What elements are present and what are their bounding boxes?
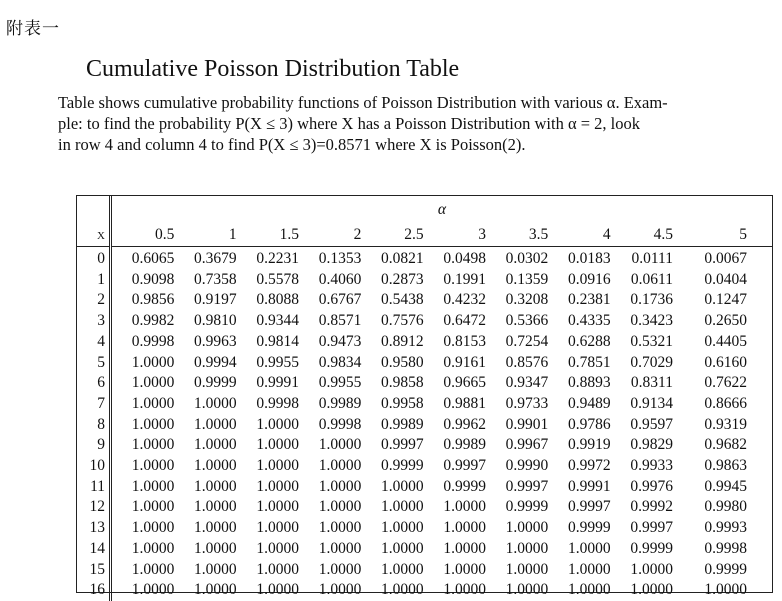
table-cell: 1.0000 xyxy=(318,477,362,495)
row-x-value: 11 xyxy=(90,477,105,495)
table-cell: 1.0000 xyxy=(131,498,175,516)
appendix-label: 附表一 xyxy=(6,19,60,39)
table-cell: 1.0000 xyxy=(568,560,611,578)
table-cell: 0.3679 xyxy=(194,250,237,267)
column-header: 2 xyxy=(299,224,361,247)
table-cell: 1.0000 xyxy=(194,415,237,433)
table-cell: 1.0000 xyxy=(131,353,175,371)
table-row xyxy=(77,394,772,415)
table-cell: 0.8153 xyxy=(443,332,486,350)
table-cell: 0.9999 xyxy=(704,560,747,578)
table-cell: 0.5578 xyxy=(256,270,299,288)
table-cell: 0.5438 xyxy=(381,291,424,309)
table-cell: 0.9997 xyxy=(568,498,611,516)
table-cell: 0.9998 xyxy=(256,394,299,412)
table-cell: 1.0000 xyxy=(630,581,673,599)
table-cell: 0.9786 xyxy=(568,415,611,433)
table-cell: 1.0000 xyxy=(318,457,362,475)
x-header: x xyxy=(77,224,111,247)
column-header: 5 xyxy=(673,224,772,247)
table-cell: 1.0000 xyxy=(704,581,747,599)
table-cell: 0.2873 xyxy=(381,270,424,288)
table-row xyxy=(77,539,772,560)
table-cell: 0.9999 xyxy=(194,374,237,392)
table-cell: 0.9998 xyxy=(131,332,175,350)
table-cell: 0.1991 xyxy=(443,270,486,288)
row-x-value: 16 xyxy=(89,581,105,599)
table-cell: 0.9998 xyxy=(704,539,747,557)
table-cell: 1.0000 xyxy=(256,581,299,599)
table-cell: 1.0000 xyxy=(131,457,175,475)
table-cell: 0.1353 xyxy=(318,250,362,267)
table-cell: 0.9901 xyxy=(505,415,549,433)
table-cell: 1.0000 xyxy=(256,560,299,578)
table-cell: 0.9489 xyxy=(568,394,611,412)
table-cell: 0.1247 xyxy=(704,291,747,309)
table-row xyxy=(77,456,772,477)
table-cell: 0.6288 xyxy=(568,332,611,350)
table-cell: 0.9999 xyxy=(630,539,673,557)
table-cell: 0.0067 xyxy=(704,250,747,267)
table-row xyxy=(77,353,772,374)
table-cell: 1.0000 xyxy=(131,560,175,578)
table-row xyxy=(77,560,772,581)
table-cell: 1.0000 xyxy=(443,519,486,537)
table-cell: 0.9993 xyxy=(704,519,747,537)
table-cell: 0.9682 xyxy=(704,436,747,454)
table-cell: 0.9976 xyxy=(630,477,673,495)
table-cell: 0.9347 xyxy=(505,374,549,392)
table-cell: 0.9810 xyxy=(194,312,237,330)
row-x-value: 0 xyxy=(97,250,105,267)
table-row xyxy=(77,415,772,436)
table-cell: 1.0000 xyxy=(194,498,237,516)
table-body xyxy=(77,196,772,601)
table-cell: 0.9098 xyxy=(131,270,175,288)
table-cell: 1.0000 xyxy=(505,519,549,537)
row-x-value: 12 xyxy=(89,498,105,516)
table-cell: 0.2231 xyxy=(256,250,299,267)
table-cell: 0.9997 xyxy=(630,519,673,537)
row-x-value: 15 xyxy=(89,560,105,578)
table-cell: 0.9856 xyxy=(131,291,175,309)
table-cell: 0.5321 xyxy=(630,332,673,350)
table-cell: 1.0000 xyxy=(318,581,362,599)
table-cell: 0.9999 xyxy=(443,477,486,495)
table-cell: 1.0000 xyxy=(256,436,299,454)
table-cell: 0.9980 xyxy=(704,498,747,516)
description-line: ple: to find the probability P(X ≤ 3) where X has a Poisson Distribution with α = 2, look xyxy=(58,114,640,133)
table-cell: 0.0111 xyxy=(631,250,673,267)
table-cell: 0.9991 xyxy=(256,374,299,392)
table-cell: 1.0000 xyxy=(194,519,237,537)
row-x-value: 1 xyxy=(97,270,105,288)
table-cell: 0.8666 xyxy=(704,394,747,412)
page-title: Cumulative Poisson Distribution Table xyxy=(86,56,460,82)
table-cell: 0.9989 xyxy=(318,394,362,412)
table-cell: 1.0000 xyxy=(131,519,175,537)
table-cell: 1.0000 xyxy=(505,581,549,599)
table-cell: 0.9999 xyxy=(505,498,549,516)
description xyxy=(58,92,771,155)
column-header: 3.5 xyxy=(486,224,548,247)
table-cell: 0.9997 xyxy=(505,477,549,495)
table-cell: 0.9665 xyxy=(443,374,486,392)
table-row xyxy=(77,311,772,332)
table-cell: 0.9733 xyxy=(505,394,549,412)
table-cell: 0.9998 xyxy=(318,415,362,433)
table-cell: 0.9999 xyxy=(568,519,611,537)
table-cell: 0.9997 xyxy=(381,436,424,454)
table-cell: 0.6767 xyxy=(318,291,362,309)
table-cell: 0.9933 xyxy=(630,457,673,475)
table-cell: 0.3208 xyxy=(505,291,549,309)
table-cell: 1.0000 xyxy=(381,560,424,578)
table-cell: 0.9829 xyxy=(630,436,673,454)
table-cell: 0.9344 xyxy=(256,312,299,330)
table-cell: 1.0000 xyxy=(443,560,486,578)
table-cell: 0.9994 xyxy=(194,353,237,371)
table-cell: 0.9962 xyxy=(443,415,486,433)
table-cell: 0.0821 xyxy=(381,250,424,267)
table-cell: 1.0000 xyxy=(194,477,237,495)
row-x-value: 4 xyxy=(97,332,105,350)
table-cell: 0.9963 xyxy=(194,332,237,350)
column-header: 1.5 xyxy=(237,224,299,247)
table-cell: 0.7254 xyxy=(505,332,549,350)
table-cell: 0.8576 xyxy=(505,353,549,371)
table-cell: 1.0000 xyxy=(131,394,175,412)
table-cell: 0.4405 xyxy=(704,332,747,350)
table-cell: 0.0302 xyxy=(505,250,549,267)
table-cell: 1.0000 xyxy=(381,581,424,599)
row-x-value: 6 xyxy=(97,374,105,392)
table-cell: 1.0000 xyxy=(318,560,362,578)
table-cell: 0.9919 xyxy=(568,436,611,454)
poisson-table xyxy=(76,195,773,599)
table-cell: 1.0000 xyxy=(381,498,424,516)
row-x-value: 7 xyxy=(97,394,105,412)
table-cell: 0.4335 xyxy=(568,312,611,330)
table-cell: 1.0000 xyxy=(381,477,424,495)
table-cell: 1.0000 xyxy=(318,539,362,557)
poisson-table-grid xyxy=(77,196,772,601)
column-header: 1 xyxy=(174,224,236,247)
table-cell: 0.9814 xyxy=(256,332,299,350)
table-cell: 1.0000 xyxy=(568,539,611,557)
table-cell: 1.0000 xyxy=(256,477,299,495)
row-x-value: 9 xyxy=(97,436,105,454)
table-cell: 0.9955 xyxy=(318,374,362,392)
table-cell: 0.9473 xyxy=(318,332,362,350)
table-cell: 1.0000 xyxy=(131,477,175,495)
table-cell: 1.0000 xyxy=(381,539,424,557)
table-cell: 1.0000 xyxy=(194,394,237,412)
table-cell: 1.0000 xyxy=(256,519,299,537)
table-cell: 0.7358 xyxy=(194,270,237,288)
table-cell: 1.0000 xyxy=(131,581,175,599)
row-x-value: 5 xyxy=(97,353,105,371)
table-cell: 0.7622 xyxy=(704,374,747,392)
column-header: 4.5 xyxy=(611,224,673,247)
table-cell: 0.9990 xyxy=(505,457,549,475)
table-cell: 1.0000 xyxy=(505,539,549,557)
table-cell: 0.9991 xyxy=(568,477,611,495)
table-cell: 0.1359 xyxy=(505,270,549,288)
table-cell: 0.9972 xyxy=(568,457,611,475)
table-cell: 1.0000 xyxy=(318,519,362,537)
table-cell: 0.9989 xyxy=(443,436,486,454)
table-cell: 0.3423 xyxy=(630,312,673,330)
column-header: 0.5 xyxy=(112,224,174,247)
table-cell: 0.9967 xyxy=(505,436,549,454)
table-cell: 0.0611 xyxy=(630,270,673,288)
table-cell: 0.9580 xyxy=(381,353,424,371)
table-row xyxy=(77,477,772,498)
table-cell: 0.9597 xyxy=(630,415,673,433)
table-cell: 1.0000 xyxy=(318,436,362,454)
table-cell: 0.6160 xyxy=(704,353,747,371)
table-cell: 0.9834 xyxy=(318,353,362,371)
table-row xyxy=(77,332,772,353)
table-cell: 1.0000 xyxy=(194,539,237,557)
table-cell: 1.0000 xyxy=(505,560,549,578)
table-cell: 0.0183 xyxy=(568,250,611,267)
table-cell: 1.0000 xyxy=(194,457,237,475)
table-cell: 1.0000 xyxy=(318,498,362,516)
row-x-value: 3 xyxy=(97,312,105,330)
description-line: in row 4 and column 4 to find P(X ≤ 3)=0.8571 where X is Poisson(2). xyxy=(58,135,526,154)
table-row xyxy=(77,290,772,311)
table-cell: 0.0498 xyxy=(443,250,486,267)
table-cell: 0.9945 xyxy=(704,477,747,495)
table-cell: 0.0404 xyxy=(704,270,747,288)
row-x-value: 10 xyxy=(89,457,105,475)
table-cell: 0.7851 xyxy=(568,353,611,371)
table-cell: 0.8311 xyxy=(630,374,673,392)
table-cell: 1.0000 xyxy=(194,560,237,578)
table-cell: 0.5366 xyxy=(505,312,549,330)
table-cell: 0.9134 xyxy=(630,394,673,412)
table-cell: 1.0000 xyxy=(131,374,175,392)
table-cell: 0.6472 xyxy=(443,312,486,330)
table-cell: 1.0000 xyxy=(256,498,299,516)
table-row xyxy=(77,435,772,456)
alpha-header-row xyxy=(77,196,772,224)
table-row xyxy=(77,497,772,518)
row-x-value: 2 xyxy=(97,291,105,309)
table-row xyxy=(77,247,772,270)
column-header: 3 xyxy=(424,224,486,247)
table-cell: 0.9858 xyxy=(381,374,424,392)
row-x-value: 13 xyxy=(89,519,105,537)
table-cell: 0.9161 xyxy=(443,353,486,371)
table-row xyxy=(77,518,772,539)
table-cell: 0.8893 xyxy=(568,374,611,392)
table-cell: 0.6065 xyxy=(131,250,175,267)
table-cell: 0.1736 xyxy=(630,291,673,309)
alpha-corner xyxy=(77,196,111,224)
table-cell: 0.8912 xyxy=(381,332,424,350)
table-cell: 1.0000 xyxy=(443,581,486,599)
table-cell: 0.8571 xyxy=(318,312,362,330)
table-cell: 0.9863 xyxy=(704,457,747,475)
description-line: Table shows cumulative probability functions of Poisson Distribution with various α. Exam- xyxy=(58,93,668,112)
table-cell: 0.2650 xyxy=(704,312,747,330)
table-row xyxy=(77,373,772,394)
table-cell: 1.0000 xyxy=(194,436,237,454)
table-cell: 1.0000 xyxy=(256,539,299,557)
table-cell: 0.2381 xyxy=(568,291,611,309)
table-cell: 1.0000 xyxy=(256,415,299,433)
table-cell: 0.9319 xyxy=(704,415,747,433)
column-header: 2.5 xyxy=(361,224,423,247)
table-cell: 1.0000 xyxy=(630,560,673,578)
table-cell: 0.9881 xyxy=(443,394,486,412)
column-header: 4 xyxy=(548,224,610,247)
table-cell: 0.9955 xyxy=(256,353,299,371)
table-cell: 0.9982 xyxy=(131,312,175,330)
table-cell: 0.4232 xyxy=(443,291,486,309)
table-cell: 1.0000 xyxy=(381,519,424,537)
row-x-value: 14 xyxy=(89,539,105,557)
table-cell: 0.7029 xyxy=(630,353,673,371)
table-cell: 1.0000 xyxy=(443,498,486,516)
table-cell: 0.9958 xyxy=(381,394,424,412)
table-cell: 1.0000 xyxy=(131,436,175,454)
table-cell: 1.0000 xyxy=(568,581,611,599)
table-cell: 1.0000 xyxy=(131,539,175,557)
table-cell: 0.9989 xyxy=(381,415,424,433)
table-cell: 0.4060 xyxy=(318,270,362,288)
table-cell: 0.7576 xyxy=(381,312,424,330)
table-cell: 0.9999 xyxy=(381,457,424,475)
table-cell: 0.9197 xyxy=(194,291,237,309)
table-cell: 0.0916 xyxy=(568,270,611,288)
table-cell: 0.9997 xyxy=(443,457,486,475)
table-cell: 1.0000 xyxy=(194,581,237,599)
table-cell: 1.0000 xyxy=(443,539,486,557)
table-cell: 1.0000 xyxy=(256,457,299,475)
table-cell: 1.0000 xyxy=(131,415,175,433)
row-x-value: 8 xyxy=(97,415,105,433)
column-header-row xyxy=(77,224,772,247)
table-cell: 0.9992 xyxy=(630,498,673,516)
table-row xyxy=(77,270,772,291)
alpha-label: α xyxy=(437,201,447,218)
table-cell: 0.8088 xyxy=(256,291,299,309)
